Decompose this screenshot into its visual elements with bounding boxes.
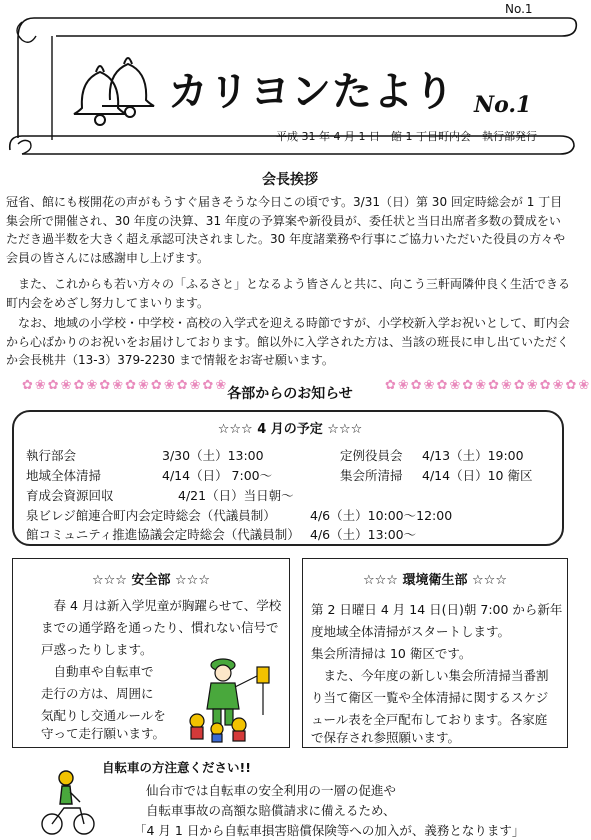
departments-title: 各部からのお知らせ [227, 386, 353, 402]
bicycle-notice-line: 仙台市では自転車の安全利用の一層の促進や [146, 783, 397, 798]
schedule-item-name: 執行部会 [26, 448, 77, 463]
safety-line: 守って走行願います。 [41, 726, 166, 741]
flower-divider-right: ✿❀✿❀✿❀✿❀✿❀✿❀✿❀✿❀ [385, 378, 591, 393]
safety-line: 春 4 月は新入学児童が胸躍らせて、学校 [41, 598, 282, 613]
safety-line: 自動車や自転車で [41, 664, 154, 679]
safety-line: 気配りし交通ルールを [41, 708, 166, 723]
schedule-item-name: 集会所清掃 [340, 468, 403, 483]
publication-info: 平成 31 年 4 月 1 日 館 1 丁目町内会 執行部発行 [276, 130, 537, 143]
greeting-paragraph-3: なお、地域の小学校・中学校・高校の入学式を迎える時節ですが、小学校新入学お祝いとして、町内会から心ばかりのお祝いをお届けしております。館以外に入学された方は、当該の班長に申し出ていただくか会長桃井（13-3）379-2230 まで情報をお寄せ願います。 [6, 316, 570, 368]
environment-title: ☆☆☆ 環境衛生部 ☆☆☆ [363, 573, 507, 588]
schedule-item-date: 4/14（日）10 衛区 [422, 468, 533, 483]
environment-line: 集会所清掃は 10 衛区です。 [311, 646, 472, 661]
environment-line: また、今年度の新しい集会所清掃当番割 [311, 668, 549, 683]
schedule-item-date: 4/14（日） 7:00～ [162, 468, 273, 483]
issue-number: No.1 [474, 92, 532, 118]
schedule-item-date: 3/30（土）13:00 [162, 448, 264, 463]
crossing-guard-illustration [181, 655, 285, 743]
schedule-item-name: 館コミュニティ推進協議会定時総会（代議員制） [26, 527, 300, 542]
bicycle-notice-line: 「4 月 1 日から自転車損害賠償保険等への加入が、義務となります」 [134, 823, 525, 838]
safety-department-box [12, 558, 290, 748]
safety-line: までの通学路を通ったり、慣れない信号で [41, 620, 279, 635]
bells-icon [62, 50, 166, 134]
environment-line: で保存され参照願います。 [311, 730, 461, 745]
april-schedule-box [12, 410, 564, 546]
schedule-item-name: 育成会資源回収 [26, 488, 114, 503]
environment-line: 第 2 日曜日 4 月 14 日(日)朝 7:00 から新年 [311, 602, 563, 617]
schedule-item-name: 地域全体清掃 [26, 468, 102, 483]
schedule-title: ☆☆☆ 4 月の予定 ☆☆☆ [217, 422, 363, 437]
bicycle-notice-line: 自転車事故の高額な賠償請求に備えるため、 [146, 803, 396, 818]
newsletter-title: カリヨンたより [168, 69, 455, 115]
greeting-paragraph-1: 冠省、館にも桜開花の声がもうすぐ届きそうな今日この頃です。3/31（日）第 30 回定時総会が 1 丁目集会所で開催され、30 年度の決算、31 年度の予算案や新役員が、委任状と当日出席者多数の賛成をいただき過半数を大きく超え承認可決されました。30 年度諸業務や行事にご協力いただいた役員の方々や会員の皆さんには感謝申し上げます。 [6, 195, 566, 266]
safety-line: 戸惑ったりします。 [41, 642, 153, 657]
greeting-paragraph-2: また、これからも若い方々の「ふるさと」となるよう皆さんと共に、向こう三軒両隣仲良く生活できる町内会をめざし努力してまいります。 [6, 277, 571, 310]
environment-department-box [302, 558, 568, 748]
safety-line: 走行の方は、周囲に [41, 686, 154, 701]
environment-line: 度地域全体清掃がスタートします。 [311, 624, 511, 639]
schedule-item-name: 泉ビレジ館連合町内会定時総会（代議員制） [26, 508, 276, 523]
schedule-item-date: 4/6（土）13:00～ [310, 527, 417, 542]
bicycle-notice-title: 自転車の方注意ください!! [102, 760, 251, 775]
schedule-item-name: 定例役員会 [340, 448, 403, 463]
environment-line: り当て衛区一覧や全体清掃に関するスケジ [311, 690, 549, 705]
schedule-item-date: 4/13（土）19:00 [422, 448, 524, 463]
safety-title: ☆☆☆ 安全部 ☆☆☆ [92, 573, 210, 588]
greeting-title: 会長挨拶 [262, 172, 318, 188]
flower-divider-left: ✿❀✿❀✿❀✿❀✿❀✿❀✿❀✿❀ [22, 378, 229, 393]
schedule-item-date: 4/21（日）当日朝～ [178, 488, 294, 503]
cyclist-illustration [40, 768, 96, 838]
schedule-item-date: 4/6（土）10:00～12:00 [310, 508, 453, 523]
issue-number-small: No.1 [505, 2, 533, 16]
environment-line: ュール表を全戸配布しております。各家庭 [311, 712, 548, 727]
